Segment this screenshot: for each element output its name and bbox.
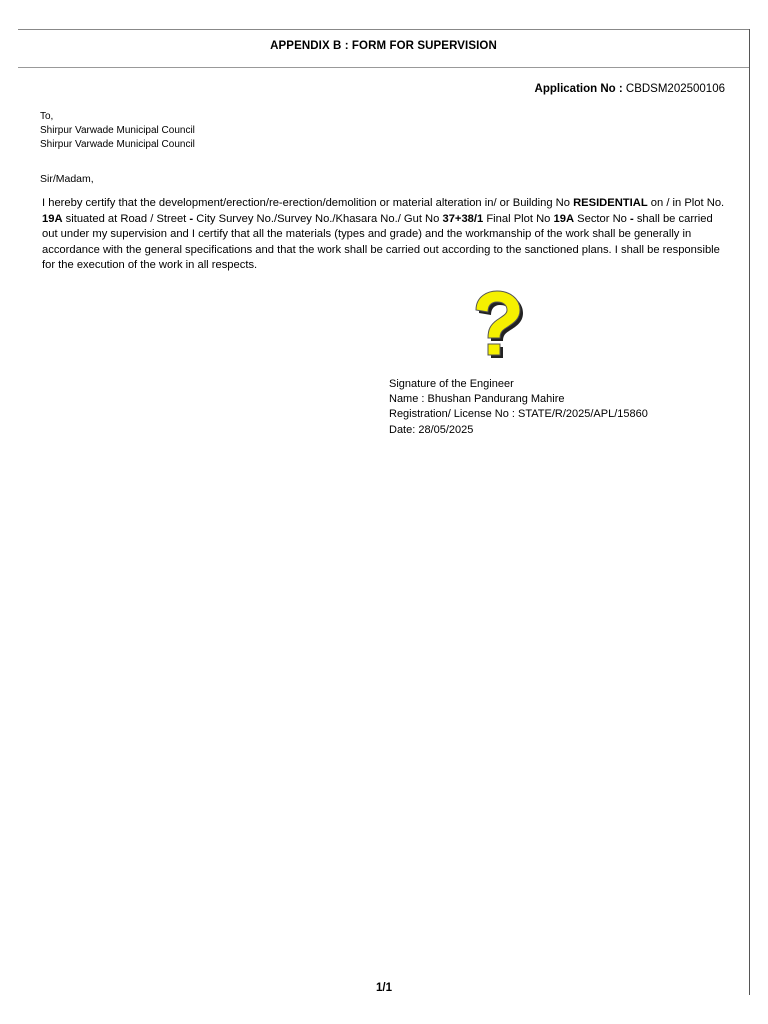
final-plot-no: 19A — [553, 212, 575, 225]
address-line-1: Shirpur Varwade Municipal Council — [40, 125, 195, 136]
salutation: Sir/Madam, — [40, 173, 94, 185]
body-text-5: Final Plot No — [483, 212, 554, 225]
body-text-7: shall be carried out under my supervision and I certify that all the materials (types and grade) and the workmanship of the work shall be generally in accordance with the general specifications and that the work shall be carried out according to the sanctioned plans. I shall be responsible for the execution of the work in all respects. — [42, 212, 720, 271]
license-number: Registration/ License No : STATE/R/2025/APL/15860 — [389, 408, 648, 421]
application-number — [535, 83, 725, 95]
building-no: RESIDENTIAL — [573, 197, 648, 209]
gut-no: 37+38/1 — [442, 212, 484, 225]
body-text-2: on / in Plot No. — [647, 197, 725, 209]
page-title: APPENDIX B : FORM FOR SUPERVISION — [270, 40, 497, 52]
signature-date: Date: 28/05/2025 — [389, 423, 474, 436]
engineer-name: Name : Bhushan Pandurang Mahire — [389, 393, 565, 406]
signature-block — [389, 377, 648, 438]
recipient-address — [40, 110, 195, 152]
address-line-2: Shirpur Varwade Municipal Council — [40, 139, 195, 150]
application-number-label: Application No : — [534, 83, 623, 95]
body-text-3: situated at Road / Street — [62, 212, 190, 225]
road-value: - — [189, 212, 194, 225]
title-divider — [18, 67, 749, 68]
plot-no: 19A — [42, 212, 63, 225]
address-to: To, — [40, 111, 54, 122]
application-number-value: CBDSM202500106 — [625, 83, 725, 95]
page-border-right — [749, 29, 750, 995]
body-text-1: I hereby certify that the development/erection/re-erection/demolition or material alteration in/ or Building No — [42, 197, 574, 209]
page-number: 1/1 — [376, 982, 392, 994]
signature-caption: Signature of the Engineer — [389, 378, 514, 390]
body-text-6: Sector No — [574, 212, 630, 225]
question-mark-icon — [466, 290, 530, 362]
page-border-top — [18, 29, 749, 30]
sector-no: - — [630, 212, 634, 225]
certification-paragraph — [42, 196, 730, 274]
body-text-4: City Survey No./Survey No./Khasara No./ Gut No — [193, 212, 443, 225]
